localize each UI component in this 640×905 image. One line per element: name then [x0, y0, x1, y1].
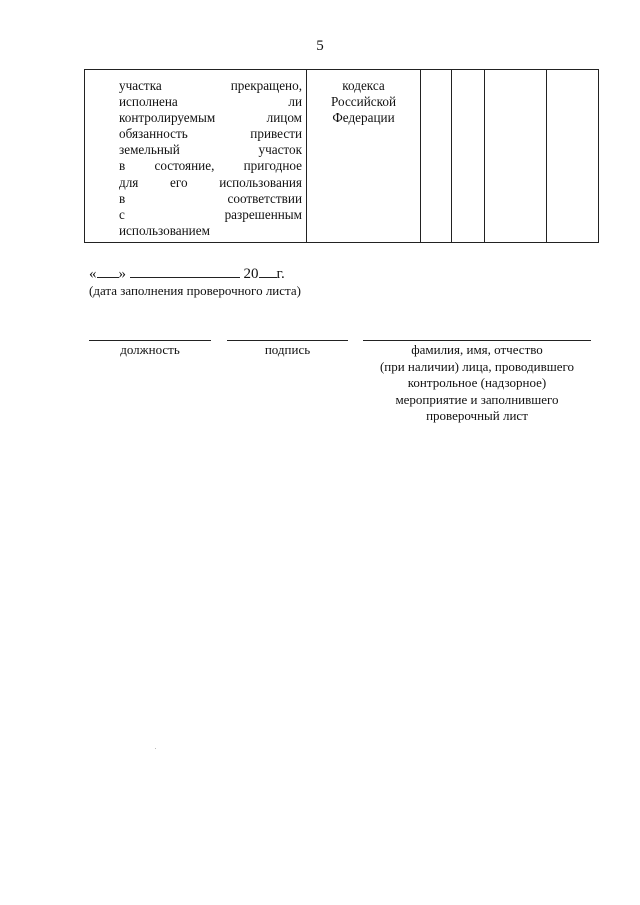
date-fill-line [89, 263, 285, 283]
note-cell[interactable] [547, 70, 599, 243]
requirement-word: исполнена [119, 94, 178, 110]
requirement-word: участок [258, 142, 303, 158]
requirement-word: лицом [266, 110, 303, 126]
requirement-word: использования [219, 174, 302, 190]
law-reference-cell [307, 70, 421, 243]
requirement-line [119, 126, 302, 142]
requirement-word: для [119, 174, 139, 190]
requirement-word: пригодное [243, 158, 302, 174]
law-reference-line: Федерации [332, 110, 395, 126]
requirement-line [119, 158, 302, 174]
requirement-word: состояние, [154, 158, 215, 174]
requirement-line [119, 94, 302, 110]
requirement-word: разрешенным [224, 206, 303, 222]
requirement-word: с [119, 206, 125, 222]
fio-label-line: контрольное (надзорное) [407, 375, 547, 390]
requirement-word: соответствии [227, 190, 303, 206]
fio-label-line: фамилия, имя, отчество [411, 342, 543, 357]
requirement-cell [85, 70, 307, 243]
fio-label-line: проверочный лист [426, 408, 528, 423]
month-blank[interactable] [130, 263, 240, 278]
requirement-word: в [119, 190, 126, 206]
law-reference-line: Российской [331, 94, 397, 110]
requirement-word: прекращено, [230, 78, 303, 93]
requirement-word: использованием [119, 222, 210, 238]
requirement-word: контролируемым [119, 110, 216, 126]
fio-label-line: мероприятие и заполнившего [395, 391, 559, 407]
year-prefix: 20 [243, 266, 259, 282]
answer-yes-cell[interactable] [421, 70, 452, 243]
table-row [85, 70, 599, 243]
position-line[interactable] [89, 340, 211, 341]
page-number: 5 [316, 38, 324, 54]
law-reference-line: кодекса [342, 78, 385, 93]
requirement-line [119, 142, 302, 158]
requirement-line [119, 175, 302, 191]
scan-speck [155, 748, 156, 749]
requirement-line [119, 110, 302, 126]
signature-label: подпись [264, 342, 311, 357]
day-blank[interactable] [97, 263, 119, 278]
requirement-line [119, 223, 302, 239]
answer-no-cell[interactable] [452, 70, 485, 243]
requirement-word: земельный [119, 142, 180, 158]
year-blank[interactable] [259, 263, 277, 278]
year-suffix: г. [276, 266, 285, 282]
requirement-line [119, 78, 302, 94]
fio-label-line: (при наличии) лица, проводившего [379, 358, 575, 374]
requirement-line [119, 191, 302, 207]
fio-label [350, 342, 604, 425]
requirement-word: обязанность [119, 126, 188, 142]
requirement-text [119, 78, 302, 239]
requirement-word: привести [250, 126, 303, 142]
requirement-word: его [170, 174, 188, 190]
signature-line[interactable] [227, 340, 348, 341]
requirement-word: ли [288, 94, 303, 110]
date-caption: (дата заполнения проверочного листа) [89, 283, 301, 298]
open-quote: « [89, 266, 97, 282]
answer-not-applicable-cell[interactable] [485, 70, 547, 243]
close-quote: » [118, 266, 126, 282]
law-reference-text [307, 78, 420, 126]
fio-line[interactable] [363, 340, 591, 341]
requirement-line [119, 207, 302, 223]
position-label: должность [120, 342, 180, 357]
checklist-table [84, 69, 599, 243]
requirement-word: участка [119, 78, 162, 93]
requirement-word: в [119, 158, 126, 174]
